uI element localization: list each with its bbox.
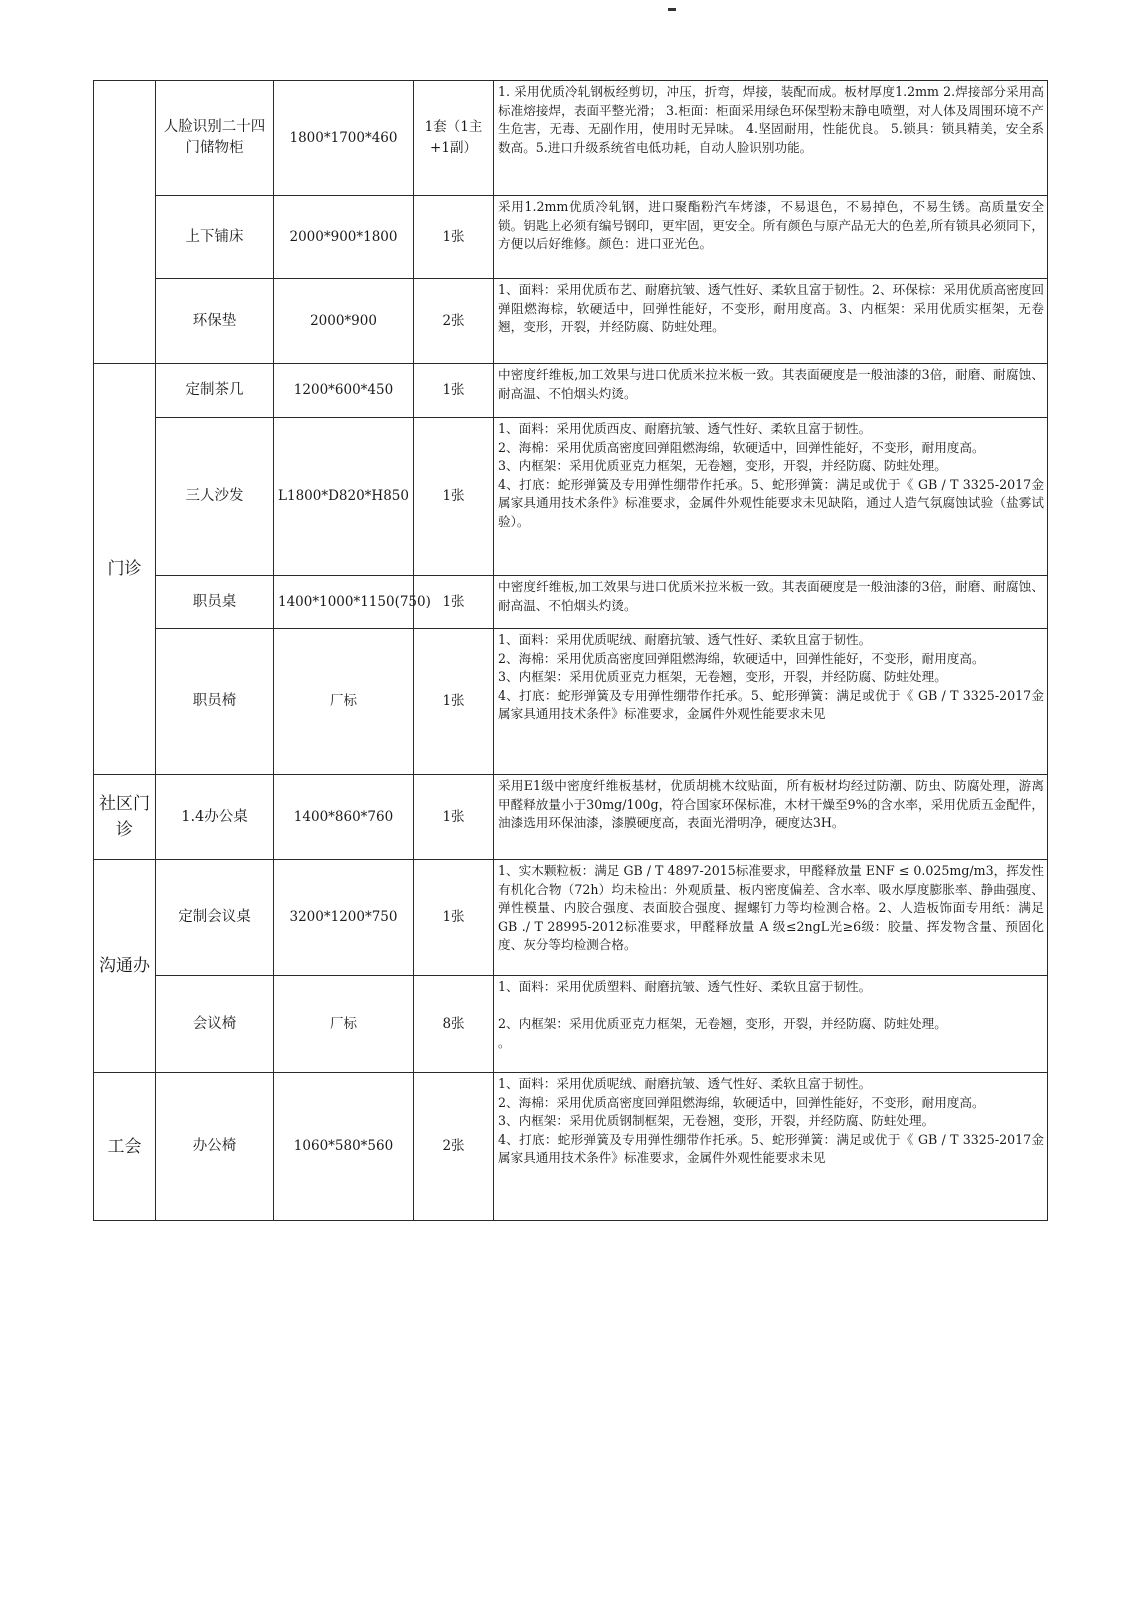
item-size: L1800*D820*H850 (274, 418, 414, 576)
table-row (94, 418, 1048, 576)
item-qty: 1套（1主+1副） (414, 81, 494, 196)
item-desc: 中密度纤维板,加工效果与进口优质米拉米板一致。其表面硬度是一般油漆的3倍，耐磨、耐腐蚀、耐高温、不怕烟头灼烫。 (494, 364, 1048, 418)
item-name: 三人沙发 (156, 418, 274, 576)
item-desc: 1、面料：采用优质呢绒、耐磨抗皱、透气性好、柔软且富于韧性。 2、海棉：采用优质高密度回弹阻燃海绵，软硬适中，回弹性能好，不变形，耐用度高。 3、内框架：采用优质钢制框架，无卷翘，变形，开裂，并经防腐、防蛀处理。 4、打底：蛇形弹簧及专用弹性绷带作托承。5、蛇形弹簧：满足或优于《 GB / T 3325-2017金属家具通用技术条件》标准要求，金属件外观性能要求未见 (494, 1073, 1048, 1221)
item-size: 厂标 (274, 629, 414, 775)
item-name: 定制茶几 (156, 364, 274, 418)
table-row (94, 81, 1048, 196)
item-desc: 采用E1级中密度纤维板基材，优质胡桃木纹贴面，所有板材均经过防潮、防虫、防腐处理，游离甲醛释放量小于30mg/100g，符合国家环保标准，木材干燥至9%的含水率，采用优质五金配件，油漆选用环保油漆，漆膜硬度高，表面光滑明净，硬度达3H。 (494, 775, 1048, 860)
table-row (94, 196, 1048, 279)
group-cell-goutong: 沟通办 (94, 860, 156, 1073)
group-cell-shequ: 社区门诊 (94, 775, 156, 860)
item-desc: 1、面料：采用优质布艺、耐磨抗皱、透气性好、柔软且富于韧性。2、环保棕：采用优质高密度回弹阻燃海棕，软硬适中，回弹性能好，不变形，耐用度高。3、内框架：采用优质实框架，无卷翘，变形，开裂，并经防腐、防蛀处理。 (494, 279, 1048, 364)
item-size: 1400*860*760 (274, 775, 414, 860)
group-cell-gonghui: 工会 (94, 1073, 156, 1221)
group-cell-menzhen: 门诊 (94, 364, 156, 775)
item-name: 职员桌 (156, 576, 274, 629)
item-desc: 中密度纤维板,加工效果与进口优质米拉米板一致。其表面硬度是一般油漆的3倍，耐磨、耐腐蚀、耐高温、不怕烟头灼烫。 (494, 576, 1048, 629)
item-name: 会议椅 (156, 976, 274, 1073)
item-desc: 1、面料：采用优质塑料、耐磨抗皱、透气性好、柔软且富于韧性。 2、内框架：采用优质亚克力框架，无卷翘，变形，开裂，并经防腐、防蛀处理。 。 (494, 976, 1048, 1073)
item-size: 1800*1700*460 (274, 81, 414, 196)
item-name: 定制会议桌 (156, 860, 274, 976)
item-desc: 1、实木颗粒板：满足 GB / T 4897-2015标准要求，甲醛释放量 ENF ≤ 0.025mg/m3，挥发性有机化合物（72h）均未检出：外观质量、板内密度偏差、含水率、吸水厚度膨胀率、静曲强度、弹性模量、内胶合强度、表面胶合强度、握螺钉力等均检测合格。2、人造板饰面专用纸：满足 GB ./ T 28995-2012标准要求，甲醛释放量 A 级≤2ngL光≥6级：胶量、挥发物含量、预固化度、灰分等均检测合格。 (494, 860, 1048, 976)
group-cell (94, 81, 156, 364)
scan-mark (668, 8, 676, 11)
item-name: 人脸识别二十四门储物柜 (156, 81, 274, 196)
item-qty: 2张 (414, 1073, 494, 1221)
item-size: 1060*580*560 (274, 1073, 414, 1221)
table-row (94, 279, 1048, 364)
item-name: 环保垫 (156, 279, 274, 364)
table-row (94, 364, 1048, 418)
table-row (94, 576, 1048, 629)
item-size: 1400*1000*1150(750) (274, 576, 414, 629)
item-qty: 2张 (414, 279, 494, 364)
item-name: 上下铺床 (156, 196, 274, 279)
table-row (94, 629, 1048, 775)
item-size: 3200*1200*750 (274, 860, 414, 976)
table-row (94, 860, 1048, 976)
item-name: 职员椅 (156, 629, 274, 775)
item-name: 1.4办公桌 (156, 775, 274, 860)
item-qty: 1张 (414, 629, 494, 775)
item-name: 办公椅 (156, 1073, 274, 1221)
item-qty: 8张 (414, 976, 494, 1073)
item-size: 厂标 (274, 976, 414, 1073)
item-qty: 1张 (414, 860, 494, 976)
item-size: 2000*900*1800 (274, 196, 414, 279)
item-size: 1200*600*450 (274, 364, 414, 418)
item-desc: 1、面料：采用优质西皮、耐磨抗皱、透气性好、柔软且富于韧性。 2、海棉：采用优质高密度回弹阻燃海绵，软硬适中，回弹性能好，不变形，耐用度高。 3、内框架：采用优质亚克力框架，无卷翘，变形，开裂，并经防腐、防蛀处理。 4、打底：蛇形弹簧及专用弹性绷带作托承。5、蛇形弹簧：满足或优于《 GB / T 3325-2017金属家具通用技术条件》标准要求，金属件外观性能要求未见缺陷，通过人造气氛腐蚀试验（盐雾试验）。 (494, 418, 1048, 576)
item-qty: 1张 (414, 775, 494, 860)
item-qty: 1张 (414, 364, 494, 418)
item-desc: 1. 采用优质冷轧钢板经剪切，冲压，折弯，焊接，装配而成。板材厚度1.2mm 2.焊接部分采用高标准熔接焊，表面平整光滑； 3.柜面：柜面采用绿色环保型粉末静电喷塑，对人体及周围环境不产生危害，无毒、无副作用，使用时无异味。 4.坚固耐用，性能优良。 5.锁具：锁具精美，安全系数高。5.进口升级系统省电低功耗，自动人脸识别功能。 (494, 81, 1048, 196)
item-qty: 1张 (414, 196, 494, 279)
item-qty: 1张 (414, 418, 494, 576)
table-row (94, 775, 1048, 860)
item-desc: 1、面料：采用优质呢绒、耐磨抗皱、透气性好、柔软且富于韧性。 2、海棉：采用优质高密度回弹阻燃海绵，软硬适中，回弹性能好，不变形，耐用度高。 3、内框架：采用优质亚克力框架，无卷翘，变形，开裂，并经防腐、防蛀处理。 4、打底：蛇形弹簧及专用弹性绷带作托承。5、蛇形弹簧：满足或优于《 GB / T 3325-2017金属家具通用技术条件》标准要求，金属件外观性能要求未见 (494, 629, 1048, 775)
furniture-spec-table (93, 80, 1048, 1221)
table-row (94, 1073, 1048, 1221)
item-size: 2000*900 (274, 279, 414, 364)
table-row (94, 976, 1048, 1073)
item-desc: 采用1.2mm优质冷轧钢，进口聚酯粉汽车烤漆，不易退色，不易掉色，不易生锈。高质量安全锁。钥匙上必须有编号钢印，更牢固，更安全。所有颜色与原产品无大的色差,所有锁具必须同下，方便以后好维修。颜色：进口亚光色。 (494, 196, 1048, 279)
item-qty: 1张 (414, 576, 494, 629)
